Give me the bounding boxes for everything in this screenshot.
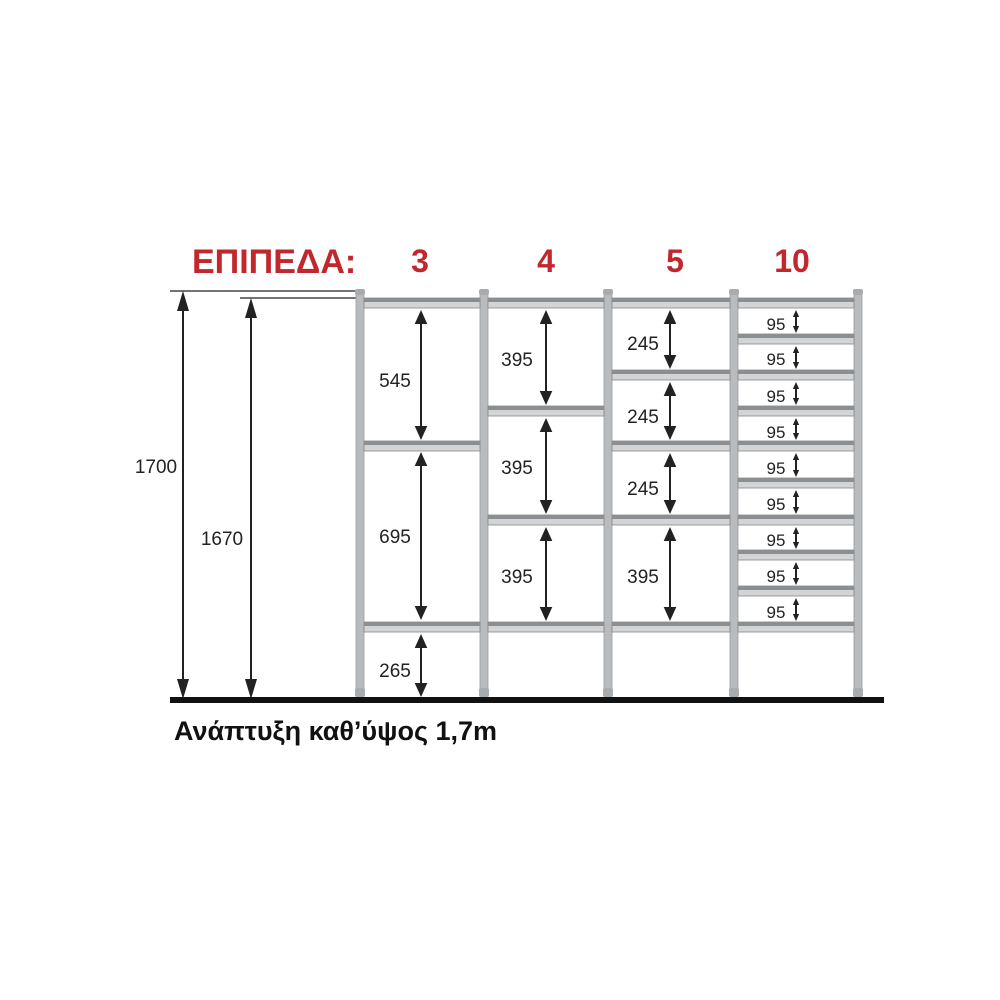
shelf-edge (612, 515, 730, 519)
gap-label: 95 (766, 603, 786, 622)
gap-arrow-head (793, 382, 799, 389)
post-foot (479, 688, 489, 697)
gap-arrow-head (793, 527, 799, 534)
levels-4-heading: 4 (537, 243, 555, 279)
upright-post (604, 293, 612, 689)
gap-arrow-head (415, 452, 428, 466)
gap-arrow-head (540, 500, 553, 514)
inner-height-dimension (196, 298, 358, 699)
gap-label: 95 (766, 459, 786, 478)
gap-arrow-head (540, 527, 553, 541)
gap-label: 545 (379, 371, 411, 392)
inner-height-label: 1670 (200, 529, 244, 550)
gap-label: 95 (766, 567, 786, 586)
shelf-edge (488, 622, 604, 626)
gap-label: 95 (766, 423, 786, 442)
gap-arrow-head (793, 598, 799, 605)
post-foot (729, 688, 739, 697)
gap-arrow-head (540, 310, 553, 324)
gap-label: 265 (379, 661, 411, 682)
shelf-edge (488, 298, 604, 302)
gap-arrow-head (415, 606, 428, 620)
gap-arrow-head (793, 542, 799, 549)
gap-label: 395 (501, 567, 533, 588)
gap-arrow-head (664, 527, 677, 541)
post-foot (355, 688, 365, 697)
gap-arrow-head (793, 614, 799, 621)
gap-arrow-head (664, 453, 677, 467)
shelf-edge (364, 298, 480, 302)
shelf-edge (738, 298, 854, 302)
levels-label: ΕΠΙΠΕΔΑ: (192, 243, 357, 281)
gap-arrow-head (793, 562, 799, 569)
levels-3-heading: 3 (411, 243, 429, 279)
shelf-edge (738, 441, 854, 445)
post-cap (479, 289, 489, 295)
shelf-edge (488, 515, 604, 519)
gap-arrow-head (793, 433, 799, 440)
gap-arrow-head (793, 418, 799, 425)
gap-label: 395 (627, 567, 659, 588)
shelf-edge (612, 441, 730, 445)
gap-arrow-head (415, 683, 428, 697)
post-foot (603, 688, 613, 697)
shelf-edge (488, 406, 604, 410)
gap-arrow-head (793, 453, 799, 460)
shelf-edge (738, 622, 854, 626)
gap-arrow-head (415, 426, 428, 440)
gap-label: 95 (766, 315, 786, 334)
gap-arrow-head (793, 310, 799, 317)
upright-post (480, 293, 488, 689)
total-height-label: 1700 (134, 457, 178, 478)
gap-arrow-head (793, 398, 799, 405)
gap-label: 245 (627, 479, 659, 500)
gap-arrow-head (664, 310, 677, 324)
upright-post (854, 293, 862, 689)
shelf-edge (738, 515, 854, 519)
levels-10-heading: 10 (774, 243, 810, 279)
upright-post (356, 293, 364, 689)
gap-arrow-head (540, 607, 553, 621)
gap-arrow-head (664, 355, 677, 369)
gap-arrow-head (793, 490, 799, 497)
gap-arrow-head (540, 418, 553, 432)
gap-label: 245 (627, 334, 659, 355)
gap-label: 95 (766, 350, 786, 369)
column-4-levels (501, 350, 533, 588)
caption: Ανάπτυξη καθ’ύψος 1,7m (174, 716, 498, 746)
shelf-edge (738, 370, 854, 374)
upright-post (730, 293, 738, 689)
shelf-edge (612, 298, 730, 302)
post-cap (853, 289, 863, 295)
post-foot (853, 688, 863, 697)
gap-arrow-head (793, 346, 799, 353)
shelf-edge (364, 622, 480, 626)
gap-arrow-head (415, 310, 428, 324)
gap-label: 695 (379, 527, 411, 548)
shelf-edge (612, 622, 730, 626)
post-cap (729, 289, 739, 295)
shelf-edge (612, 370, 730, 374)
gap-arrow-head (540, 391, 553, 405)
shelving-structure (355, 289, 863, 697)
shelf-edge (738, 550, 854, 554)
gap-arrow-head (793, 362, 799, 369)
gap-label: 95 (766, 531, 786, 550)
gap-label: 395 (501, 458, 533, 479)
gap-label: 395 (501, 350, 533, 371)
gap-arrow-head (664, 426, 677, 440)
floor-line (170, 697, 884, 703)
gap-arrow-head (664, 607, 677, 621)
column-10-levels (767, 315, 786, 622)
column-3-levels (379, 371, 411, 682)
shelf-edge (738, 406, 854, 410)
gap-label: 245 (627, 407, 659, 428)
shelf-edge (364, 441, 480, 445)
gap-arrow-head (664, 382, 677, 396)
gap-arrow-head (415, 634, 428, 648)
gap-label: 95 (766, 495, 786, 514)
gap-arrow-head (664, 500, 677, 514)
gap-arrow-head (793, 470, 799, 477)
post-cap (355, 289, 365, 295)
post-cap (603, 289, 613, 295)
total-height-dimension (130, 291, 358, 699)
gap-arrow-head (793, 326, 799, 333)
gap-arrow-head (793, 578, 799, 585)
gap-arrow-head (793, 507, 799, 514)
shelf-edge (738, 478, 854, 482)
shelf-edge (738, 334, 854, 338)
shelf-edge (738, 586, 854, 590)
gap-label: 95 (766, 387, 786, 406)
levels-5-heading: 5 (666, 243, 684, 279)
